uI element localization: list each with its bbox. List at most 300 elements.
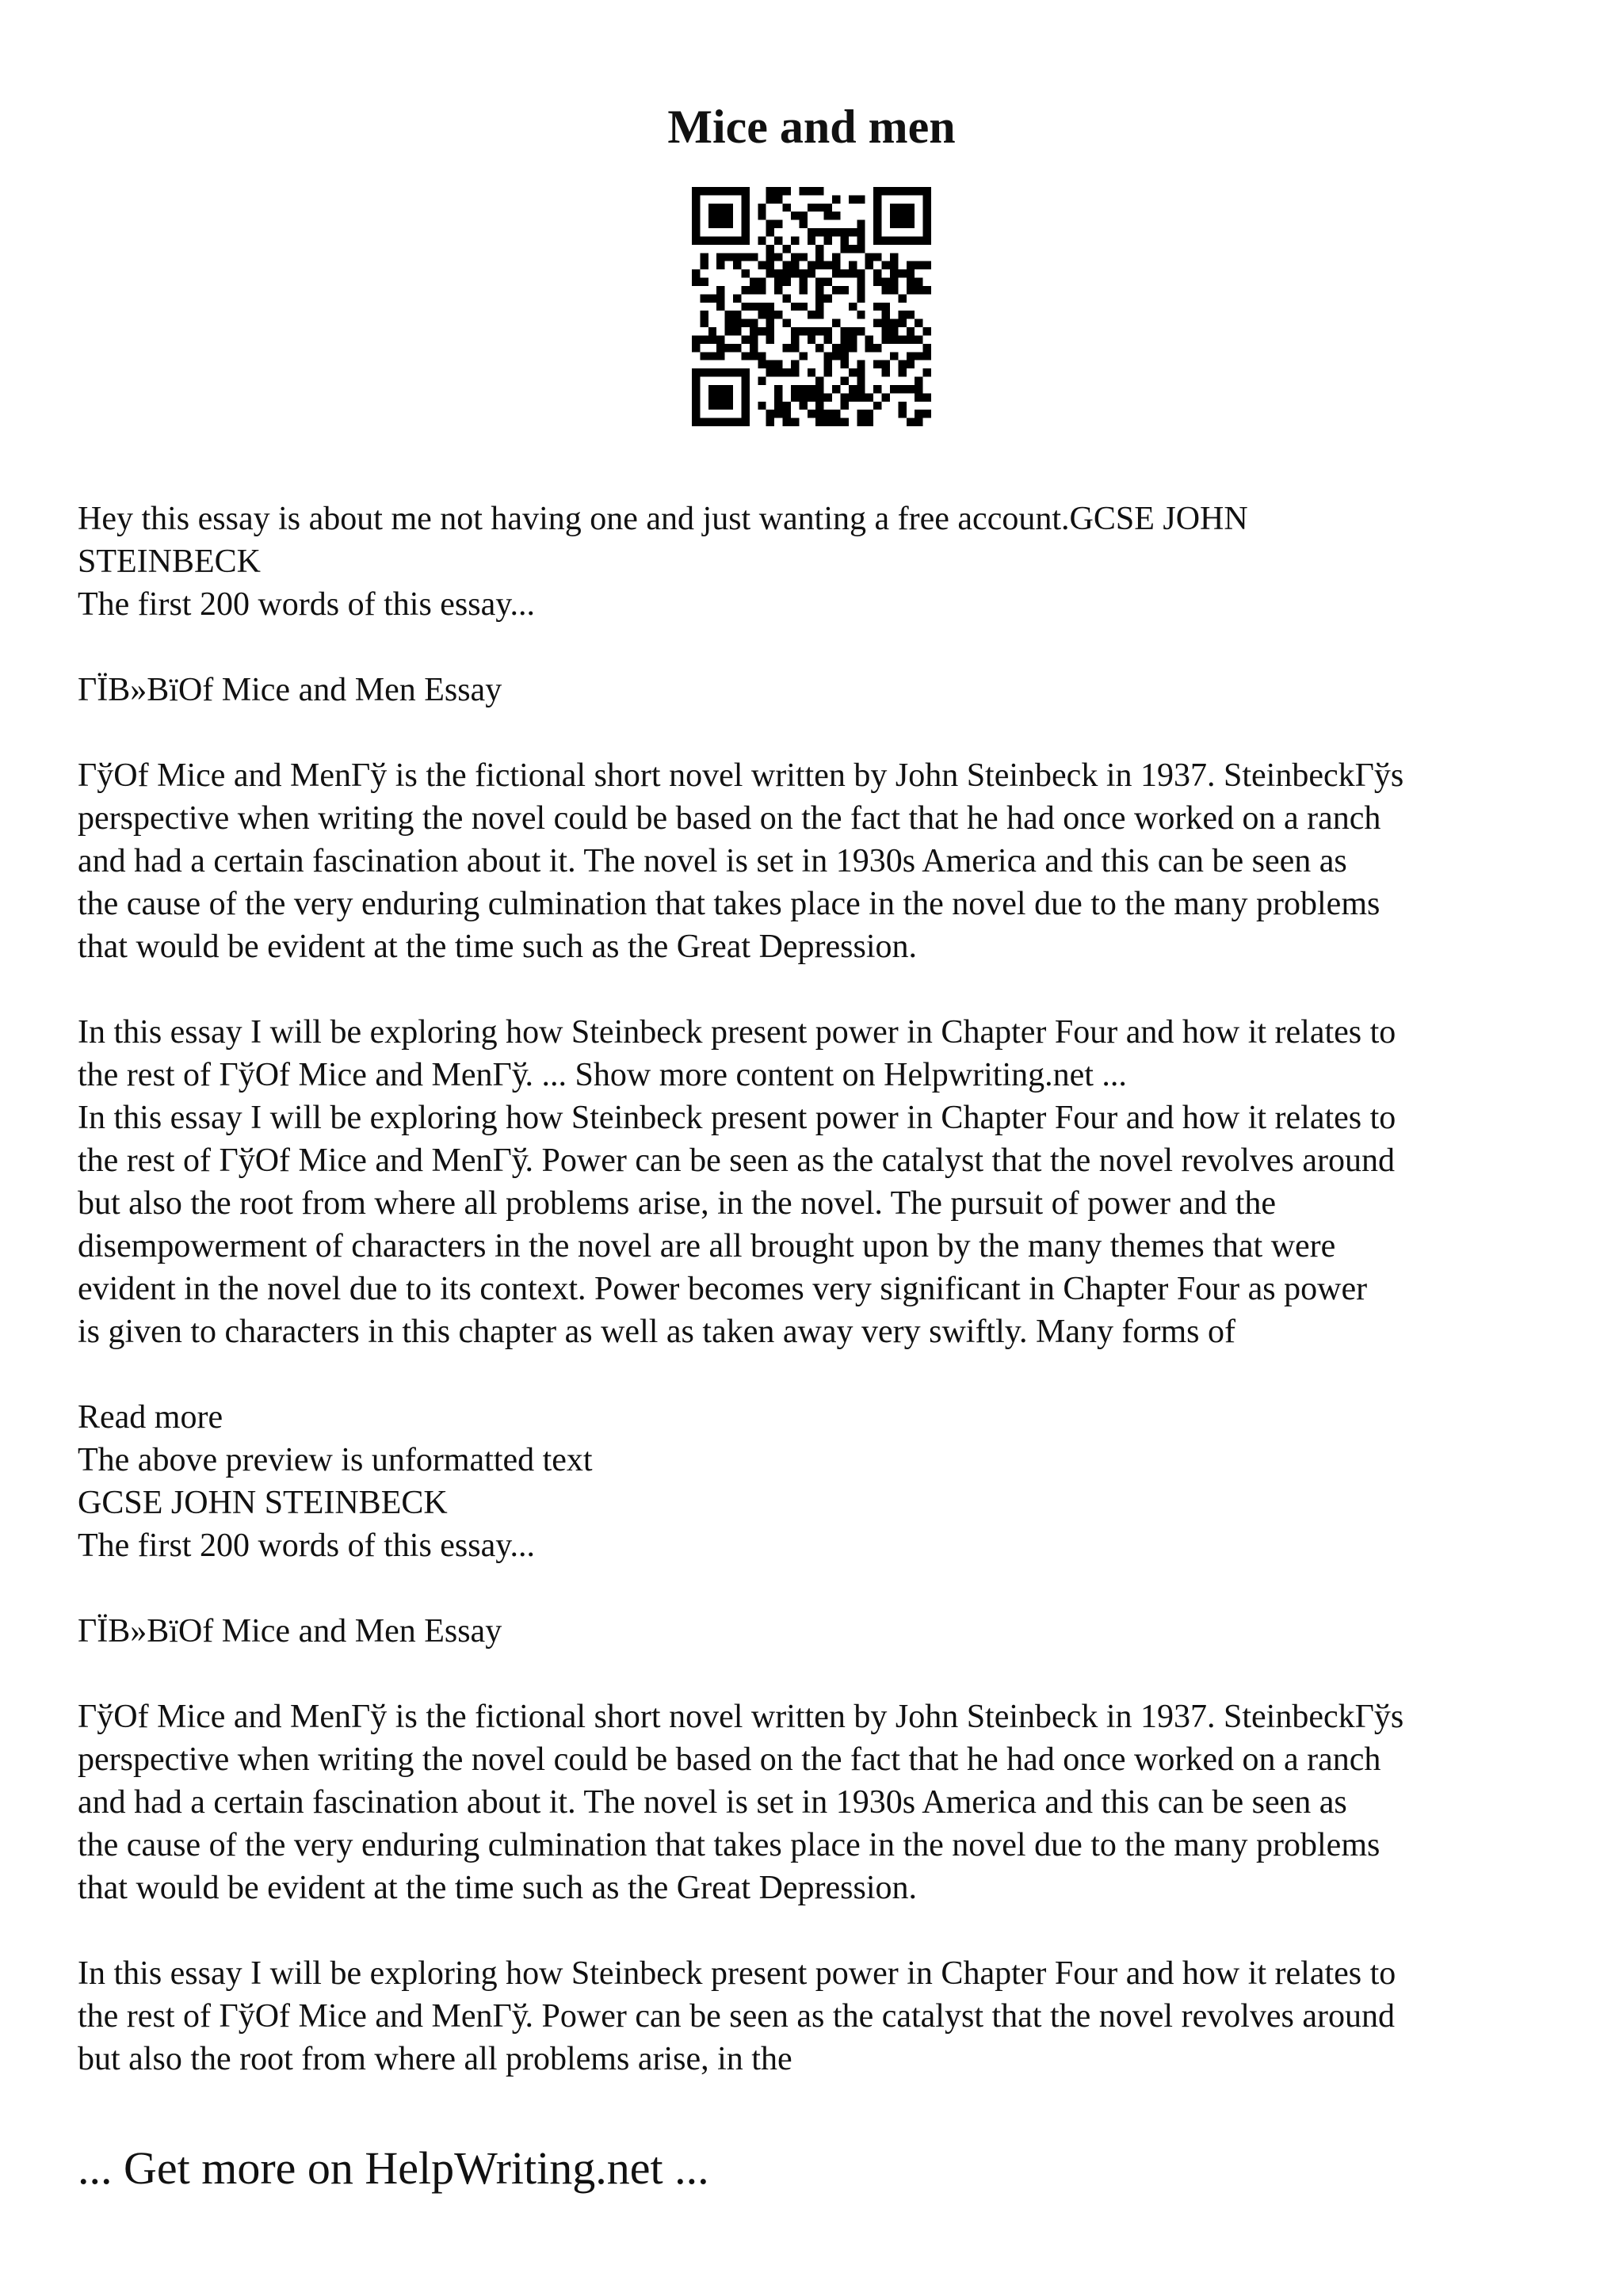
qr-module — [750, 278, 758, 286]
paragraph-line: the rest of ГўOf Mice and MenГў. Power can be seen as the catalyst that the novel revolves around — [78, 1142, 1395, 1179]
qr-module — [849, 393, 857, 401]
qr-module — [915, 352, 922, 360]
qr-module — [741, 319, 749, 327]
qr-module — [815, 377, 823, 385]
qr-module — [700, 294, 708, 302]
qr-module — [865, 393, 873, 401]
qr-module — [882, 319, 890, 327]
qr-module — [791, 393, 799, 401]
qr-module — [774, 393, 782, 401]
qr-module — [840, 269, 848, 277]
qr-module — [766, 418, 774, 426]
qr-module — [733, 253, 741, 261]
qr-module — [849, 385, 857, 393]
qr-module — [907, 335, 915, 343]
qr-module — [741, 269, 749, 277]
qr-module — [741, 352, 749, 360]
qr-module — [799, 220, 807, 228]
qr-module — [799, 385, 807, 393]
subject-line: GCSE JOHN STEINBECK — [78, 1485, 448, 1521]
qr-module — [774, 195, 782, 203]
qr-module — [824, 368, 832, 376]
qr-module — [849, 368, 857, 376]
qr-module — [808, 236, 815, 244]
qr-module — [725, 311, 733, 318]
qr-module — [733, 294, 741, 302]
qr-module — [766, 335, 774, 343]
document-title: Mice and men — [667, 101, 956, 153]
qr-module — [758, 303, 766, 311]
qr-module — [766, 410, 774, 418]
qr-module — [865, 344, 873, 352]
qr-module — [873, 278, 881, 286]
qr-module — [750, 286, 758, 294]
intro-line: Hey this essay is about me not having one and just wanting a free account.GCSE JOHN — [78, 501, 1248, 537]
qr-module — [808, 368, 815, 376]
qr-module — [815, 187, 823, 195]
qr-module — [766, 195, 774, 203]
qr-module — [849, 195, 857, 203]
qr-module — [716, 335, 724, 343]
qr-module — [774, 269, 782, 277]
qr-module — [857, 245, 865, 253]
qr-module — [857, 385, 865, 393]
qr-module — [774, 402, 782, 410]
qr-module — [890, 352, 898, 360]
intro-line: STEINBECK — [78, 543, 261, 580]
qr-module — [815, 286, 823, 294]
qr-module — [857, 327, 865, 335]
qr-module — [832, 319, 840, 327]
qr-module — [750, 335, 758, 343]
qr-module — [915, 261, 922, 269]
qr-module — [857, 393, 865, 401]
qr-module — [857, 418, 865, 426]
paragraph-line: the cause of the very enduring culmination that takes place in the novel due to the many problems — [78, 886, 1381, 922]
qr-module — [750, 253, 758, 261]
qr-module — [766, 245, 774, 253]
qr-module — [890, 319, 898, 327]
paragraph-line: is given to characters in this chapter as well as taken away very swiftly. Many forms of — [78, 1314, 1235, 1350]
qr-module — [923, 352, 931, 360]
qr-module — [824, 228, 832, 236]
qr-module — [915, 418, 922, 426]
qr-module — [758, 278, 766, 286]
qr-module — [758, 204, 766, 212]
qr-module — [857, 360, 865, 368]
qr-module — [890, 327, 898, 335]
qr-module — [873, 360, 881, 368]
qr-module — [873, 269, 881, 277]
qr-module — [849, 228, 857, 236]
qr-module — [725, 253, 733, 261]
qr-module — [873, 303, 881, 311]
qr-module — [890, 385, 898, 393]
qr-module — [791, 344, 799, 352]
qr-module — [882, 303, 890, 311]
qr-module — [857, 220, 865, 228]
qr-module — [758, 352, 766, 360]
qr-module — [700, 335, 708, 343]
qr-module — [832, 228, 840, 236]
paragraph-line: the rest of ГўOf Mice and MenГў. Power can be seen as the catalyst that the novel revolves around — [78, 1998, 1395, 2035]
qr-module — [808, 335, 815, 343]
qr-module — [758, 377, 766, 385]
qr-module — [832, 195, 840, 203]
qr-module — [824, 204, 832, 212]
qr-module — [783, 261, 791, 269]
qr-module — [898, 294, 906, 302]
paragraph-line: perspective when writing the novel could be based on the fact that he had once worked on a ranch — [78, 1741, 1381, 1778]
paragraph-line: evident in the novel due to its context. Power becomes very significant in Chapter Four as power — [78, 1271, 1368, 1307]
qr-module — [700, 253, 708, 261]
qr-module — [882, 261, 890, 269]
qr-module — [898, 402, 906, 410]
qr-module — [799, 286, 807, 294]
qr-module — [766, 269, 774, 277]
qr-module — [849, 303, 857, 311]
qr-module — [791, 385, 799, 393]
qr-module — [741, 253, 749, 261]
qr-module — [857, 195, 865, 203]
qr-module — [758, 327, 766, 335]
qr-module — [890, 269, 898, 277]
qr-module — [766, 187, 774, 195]
qr-module — [783, 402, 791, 410]
qr-module — [725, 327, 733, 335]
qr-module — [774, 278, 782, 286]
qr-module — [840, 335, 848, 343]
qr-module — [783, 278, 791, 286]
qr-module — [766, 220, 774, 228]
qr-module — [824, 360, 832, 368]
qr-module — [815, 253, 823, 261]
qr-module — [857, 269, 865, 277]
qr-module — [750, 303, 758, 311]
qr-module — [766, 327, 774, 335]
paragraph-line: that would be evident at the time such as the Great Depression. — [78, 929, 918, 965]
qr-module — [783, 344, 791, 352]
qr-module — [716, 294, 724, 302]
get-more-link[interactable]: ... Get more on HelpWriting.net ... — [78, 2142, 709, 2194]
qr-module — [774, 220, 782, 228]
qr-module — [700, 352, 708, 360]
qr-module — [708, 294, 716, 302]
qr-module — [808, 410, 815, 418]
qr-module — [907, 352, 915, 360]
qr-module — [766, 319, 774, 327]
qr-module — [907, 360, 915, 368]
qr-module — [840, 327, 848, 335]
qr-module — [832, 352, 840, 360]
preview-note: The above preview is unformatted text — [78, 1442, 593, 1478]
qr-module — [923, 327, 931, 335]
paragraph-line: the rest of ГўOf Mice and MenГў. ... Show more content on Helpwriting.net ... — [78, 1057, 1127, 1093]
qr-module — [915, 278, 922, 286]
qr-module — [799, 212, 807, 219]
qr-module — [791, 269, 799, 277]
qr-module — [692, 335, 700, 343]
qr-module — [840, 236, 848, 244]
qr-module — [873, 402, 881, 410]
qr-module — [733, 261, 741, 269]
essay-body — [78, 498, 1583, 2081]
qr-module — [815, 303, 823, 311]
qr-module — [865, 410, 873, 418]
qr-module — [733, 327, 741, 335]
qr-module — [799, 352, 807, 360]
qr-module — [840, 344, 848, 352]
qr-module — [758, 311, 766, 318]
paragraph-line: ГўOf Mice and MenГў is the fictional short novel written by John Steinbeck in 1937. SteinbeckГўs — [78, 1699, 1404, 1735]
qr-module — [873, 344, 881, 352]
qr-module — [907, 269, 915, 277]
qr-module — [898, 311, 906, 318]
qr-module — [907, 385, 915, 393]
qr-module — [890, 278, 898, 286]
essay-heading: ГЇВ»ВїOf Mice and Men Essay — [78, 672, 502, 708]
qr-module — [915, 319, 922, 327]
qr-module — [832, 253, 840, 261]
qr-module — [857, 228, 865, 236]
paragraph-line: and had a certain fascination about it. The novel is set in 1930s America and this can be seen as — [78, 843, 1347, 879]
qr-module — [849, 269, 857, 277]
qr-module — [857, 311, 865, 318]
qr-module — [799, 393, 807, 401]
qr-module — [783, 245, 791, 253]
qr-module — [692, 269, 700, 277]
qr-module — [923, 261, 931, 269]
paragraph-line: but also the root from where all problems arise, in the novel. The pursuit of power and the — [78, 1185, 1276, 1222]
qr-module — [907, 286, 915, 294]
intro-line: The first 200 words of this essay... — [78, 586, 536, 623]
qr-module — [758, 236, 766, 244]
paragraph-line: ГўOf Mice and MenГў is the fictional short novel written by John Steinbeck in 1937. SteinbeckГўs — [78, 757, 1404, 794]
qr-module — [700, 311, 708, 318]
qr-module — [907, 327, 915, 335]
qr-module — [882, 393, 890, 401]
qr-module — [923, 344, 931, 352]
qr-module — [898, 335, 906, 343]
qr-module — [815, 228, 823, 236]
qr-module — [898, 410, 906, 418]
qr-module — [915, 385, 922, 393]
qr-module — [915, 286, 922, 294]
qr-module — [832, 418, 840, 426]
qr-module — [783, 294, 791, 302]
qr-module — [808, 311, 815, 318]
qr-module — [849, 261, 857, 269]
qr-module — [783, 187, 791, 195]
qr-module — [890, 253, 898, 261]
qr-module — [923, 410, 931, 418]
qr-module — [716, 253, 724, 261]
qr-module — [915, 410, 922, 418]
qr-module — [799, 278, 807, 286]
qr-module — [708, 327, 716, 335]
qr-module — [716, 344, 724, 352]
qr-module — [758, 212, 766, 219]
qr-module — [882, 327, 890, 335]
qr-module — [750, 319, 758, 327]
qr-module — [832, 286, 840, 294]
paragraph-line: but also the root from where all problems arise, in the — [78, 2041, 792, 2077]
qr-module — [815, 327, 823, 335]
qr-module — [783, 368, 791, 376]
qr-module — [824, 410, 832, 418]
qr-module — [708, 352, 716, 360]
paragraph-line: perspective when writing the novel could be based on the fact that he had once worked on a ranch — [78, 800, 1381, 837]
paragraph-line: In this essay I will be exploring how Steinbeck present power in Chapter Four and how it relates to — [78, 1100, 1396, 1136]
qr-module — [758, 360, 766, 368]
qr-module — [865, 261, 873, 269]
qr-module — [824, 335, 832, 343]
qr-module — [766, 360, 774, 368]
qr-module — [824, 352, 832, 360]
qr-module — [849, 335, 857, 343]
qr-module — [774, 368, 782, 376]
qr-module — [716, 303, 724, 311]
qr-module — [815, 385, 823, 393]
qr-module — [774, 410, 782, 418]
qr-module — [824, 393, 832, 401]
qr-module — [774, 360, 782, 368]
qr-module — [824, 418, 832, 426]
qr-module — [815, 402, 823, 410]
qr-module — [766, 228, 774, 236]
qr-module — [840, 402, 848, 410]
qr-module — [824, 327, 832, 335]
qr-module — [799, 402, 807, 410]
paragraph-line: that would be evident at the time such as the Great Depression. — [78, 1870, 918, 1906]
qr-module — [799, 253, 807, 261]
qr-module — [774, 253, 782, 261]
qr-module — [890, 335, 898, 343]
qr-module — [758, 286, 766, 294]
qr-module — [774, 236, 782, 244]
qr-module — [840, 377, 848, 385]
qr-module — [733, 311, 741, 318]
qr-module — [849, 344, 857, 352]
qr-module — [716, 352, 724, 360]
qr-module — [815, 204, 823, 212]
qr-module — [815, 344, 823, 352]
qr-module — [840, 228, 848, 236]
essay-heading: ГЇВ»ВїOf Mice and Men Essay — [78, 1613, 502, 1650]
qr-module — [832, 261, 840, 269]
qr-module — [741, 286, 749, 294]
qr-module — [832, 344, 840, 352]
paragraph-line: In this essay I will be exploring how Steinbeck present power in Chapter Four and how it relates to — [78, 1955, 1396, 1992]
qr-module — [808, 327, 815, 335]
qr-module — [824, 212, 832, 219]
qr-module — [783, 204, 791, 212]
qr-module — [865, 418, 873, 426]
qr-module — [791, 303, 799, 311]
qr-module — [733, 344, 741, 352]
qr-module — [774, 385, 782, 393]
paragraph-line: and had a certain fascination about it. The novel is set in 1930s America and this can be seen as — [78, 1784, 1347, 1821]
qr-module — [898, 269, 906, 277]
qr-module — [882, 368, 890, 376]
qr-module — [873, 319, 881, 327]
qr-module — [815, 245, 823, 253]
qr-module — [923, 393, 931, 401]
qr-module — [873, 385, 881, 393]
qr-module — [840, 360, 848, 368]
qr-module — [832, 212, 840, 219]
qr-module — [815, 393, 823, 401]
qr-module — [882, 311, 890, 318]
qr-module — [791, 360, 799, 368]
qr-module — [915, 377, 922, 385]
qr-module — [808, 393, 815, 401]
qr-module — [882, 335, 890, 343]
qr-module — [824, 294, 832, 302]
qr-module — [840, 418, 848, 426]
qr-module — [815, 418, 823, 426]
qr-module — [815, 294, 823, 302]
qr-module — [873, 253, 881, 261]
paragraph-line: In this essay I will be exploring how Steinbeck present power in Chapter Four and how it relates to — [78, 1014, 1396, 1051]
qr-module — [840, 286, 848, 294]
words-note: The first 200 words of this essay... — [78, 1527, 536, 1564]
qr-module — [832, 410, 840, 418]
qr-module — [741, 303, 749, 311]
qr-module — [923, 286, 931, 294]
qr-module — [865, 335, 873, 343]
qr-module — [766, 253, 774, 261]
qr-module — [750, 352, 758, 360]
qr-module — [725, 344, 733, 352]
qr-module — [716, 261, 724, 269]
paragraph-line: disempowerment of characters in the novel are all brought upon by the many themes that were — [78, 1228, 1336, 1264]
qr-module — [824, 278, 832, 286]
qr-module — [783, 410, 791, 418]
qr-module — [799, 303, 807, 311]
qr-module — [716, 286, 724, 294]
read-more-link[interactable]: Read more — [78, 1399, 223, 1436]
qr-module — [741, 335, 749, 343]
qr-module — [882, 360, 890, 368]
qr-module — [799, 187, 807, 195]
qr-module — [832, 385, 840, 393]
qr-module — [907, 261, 915, 269]
qr-module — [824, 261, 832, 269]
qr-module — [758, 402, 766, 410]
qr-module — [799, 269, 807, 277]
qr-module — [791, 335, 799, 343]
qr-module — [857, 368, 865, 376]
qr-module — [750, 344, 758, 352]
qr-module — [915, 393, 922, 401]
qr-module — [840, 393, 848, 401]
qr-module — [898, 319, 906, 327]
qr-module — [783, 418, 791, 426]
qr-module — [791, 261, 799, 269]
qr-module — [808, 261, 815, 269]
qr-module — [824, 236, 832, 244]
qr-module — [791, 368, 799, 376]
qr-module — [725, 319, 733, 327]
qr-module — [857, 278, 865, 286]
qr-module — [700, 319, 708, 327]
qr-module — [898, 368, 906, 376]
qr-module — [791, 327, 799, 335]
qr-module — [865, 253, 873, 261]
qr-module — [923, 368, 931, 376]
qr-module — [907, 418, 915, 426]
